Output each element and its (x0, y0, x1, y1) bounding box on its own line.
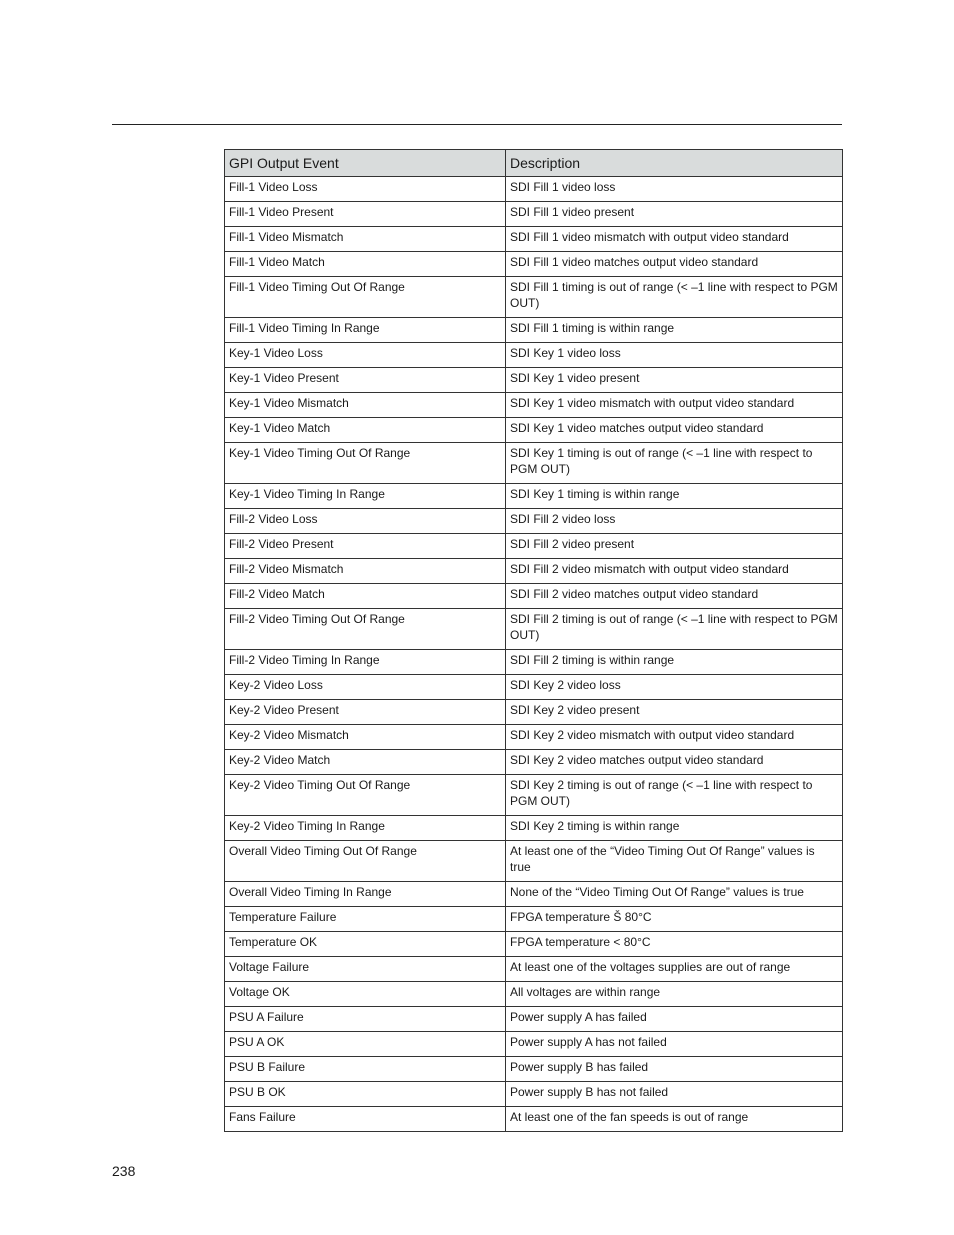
event-cell: Key-2 Video Timing Out Of Range (225, 775, 506, 816)
event-cell: Fill-1 Video Mismatch (225, 227, 506, 252)
description-cell: SDI Key 2 video present (506, 700, 843, 725)
table-row (225, 1007, 843, 1032)
event-cell: Key-2 Video Mismatch (225, 725, 506, 750)
description-cell: FPGA temperature < 80°C (506, 932, 843, 957)
event-cell: Key-1 Video Match (225, 418, 506, 443)
event-cell: Fill-1 Video Present (225, 202, 506, 227)
table-row (225, 252, 843, 277)
description-cell: SDI Key 1 timing is out of range (< –1 line with respect to PGM OUT) (506, 443, 843, 484)
table-row (225, 650, 843, 675)
description-cell: SDI Fill 1 timing is within range (506, 318, 843, 343)
event-cell: Temperature OK (225, 932, 506, 957)
description-cell: At least one of the voltages supplies are out of range (506, 957, 843, 982)
table-row (225, 227, 843, 252)
description-cell: SDI Key 2 timing is within range (506, 816, 843, 841)
event-cell: Overall Video Timing In Range (225, 882, 506, 907)
table-row (225, 418, 843, 443)
event-cell: PSU B OK (225, 1082, 506, 1107)
table-row (225, 1032, 843, 1057)
table-row (225, 1082, 843, 1107)
description-cell: SDI Fill 2 video loss (506, 509, 843, 534)
event-cell: Temperature Failure (225, 907, 506, 932)
description-cell: At least one of the fan speeds is out of range (506, 1107, 843, 1132)
description-cell: SDI Fill 2 timing is within range (506, 650, 843, 675)
column-header-event: GPI Output Event (225, 150, 506, 177)
table-row (225, 725, 843, 750)
description-cell: At least one of the “Video Timing Out Of Range” values is true (506, 841, 843, 882)
description-cell: SDI Fill 1 timing is out of range (< –1 line with respect to PGM OUT) (506, 277, 843, 318)
description-cell: All voltages are within range (506, 982, 843, 1007)
description-cell: SDI Key 1 video present (506, 368, 843, 393)
table-row (225, 393, 843, 418)
description-cell: SDI Key 2 video mismatch with output video standard (506, 725, 843, 750)
table-row (225, 907, 843, 932)
event-cell: Fill-2 Video Present (225, 534, 506, 559)
table-row (225, 775, 843, 816)
description-cell: SDI Key 2 video matches output video standard (506, 750, 843, 775)
description-cell: SDI Fill 2 video matches output video standard (506, 584, 843, 609)
table-row (225, 675, 843, 700)
description-cell: FPGA temperature Š 80°C (506, 907, 843, 932)
description-cell: SDI Fill 2 timing is out of range (< –1 line with respect to PGM OUT) (506, 609, 843, 650)
table-row (225, 177, 843, 202)
table-row (225, 932, 843, 957)
description-cell: Power supply B has not failed (506, 1082, 843, 1107)
event-cell: Fill-2 Video Loss (225, 509, 506, 534)
event-cell: Voltage Failure (225, 957, 506, 982)
event-cell: Key-2 Video Loss (225, 675, 506, 700)
event-cell: PSU A Failure (225, 1007, 506, 1032)
table-row (225, 559, 843, 584)
event-cell: Overall Video Timing Out Of Range (225, 841, 506, 882)
event-cell: Key-1 Video Timing In Range (225, 484, 506, 509)
gpi-output-event-table (224, 149, 843, 1132)
event-cell: Fill-2 Video Timing In Range (225, 650, 506, 675)
description-cell: SDI Fill 1 video present (506, 202, 843, 227)
table-row (225, 700, 843, 725)
event-cell: Fill-2 Video Mismatch (225, 559, 506, 584)
event-cell: Key-1 Video Mismatch (225, 393, 506, 418)
header-rule (112, 124, 842, 125)
table-row (225, 534, 843, 559)
column-header-description: Description (506, 150, 843, 177)
table-row (225, 982, 843, 1007)
event-cell: PSU A OK (225, 1032, 506, 1057)
description-cell: SDI Key 2 video loss (506, 675, 843, 700)
table-row (225, 1057, 843, 1082)
event-cell: Fill-2 Video Match (225, 584, 506, 609)
event-cell: Key-1 Video Timing Out Of Range (225, 443, 506, 484)
event-cell: Fill-1 Video Timing In Range (225, 318, 506, 343)
table-row (225, 318, 843, 343)
table-row (225, 509, 843, 534)
table-row (225, 750, 843, 775)
event-cell: Fill-1 Video Timing Out Of Range (225, 277, 506, 318)
table-header-row (225, 150, 843, 177)
page-number: 238 (112, 1163, 136, 1179)
event-cell: Key-2 Video Timing In Range (225, 816, 506, 841)
description-cell: SDI Fill 2 video present (506, 534, 843, 559)
table-row (225, 343, 843, 368)
event-cell: Key-2 Video Match (225, 750, 506, 775)
table-row (225, 584, 843, 609)
description-cell: SDI Key 2 timing is out of range (< –1 line with respect to PGM OUT) (506, 775, 843, 816)
description-cell: SDI Key 1 timing is within range (506, 484, 843, 509)
description-cell: Power supply A has not failed (506, 1032, 843, 1057)
description-cell: SDI Key 1 video loss (506, 343, 843, 368)
table-row (225, 368, 843, 393)
event-cell: Key-1 Video Present (225, 368, 506, 393)
event-cell: Key-1 Video Loss (225, 343, 506, 368)
table-row (225, 882, 843, 907)
table-row (225, 816, 843, 841)
description-cell: SDI Fill 1 video loss (506, 177, 843, 202)
table-row (225, 957, 843, 982)
description-cell: Power supply B has failed (506, 1057, 843, 1082)
table-row (225, 277, 843, 318)
event-cell: Fill-1 Video Loss (225, 177, 506, 202)
table-row (225, 202, 843, 227)
event-cell: Fill-1 Video Match (225, 252, 506, 277)
table-row (225, 1107, 843, 1132)
table-row (225, 841, 843, 882)
event-cell: PSU B Failure (225, 1057, 506, 1082)
description-cell: SDI Key 1 video mismatch with output video standard (506, 393, 843, 418)
table-row (225, 443, 843, 484)
event-cell: Voltage OK (225, 982, 506, 1007)
table-row (225, 484, 843, 509)
description-cell: Power supply A has failed (506, 1007, 843, 1032)
description-cell: None of the “Video Timing Out Of Range” values is true (506, 882, 843, 907)
description-cell: SDI Fill 1 video matches output video standard (506, 252, 843, 277)
event-cell: Key-2 Video Present (225, 700, 506, 725)
event-cell: Fans Failure (225, 1107, 506, 1132)
description-cell: SDI Fill 2 video mismatch with output video standard (506, 559, 843, 584)
event-cell: Fill-2 Video Timing Out Of Range (225, 609, 506, 650)
description-cell: SDI Fill 1 video mismatch with output video standard (506, 227, 843, 252)
description-cell: SDI Key 1 video matches output video standard (506, 418, 843, 443)
table-row (225, 609, 843, 650)
